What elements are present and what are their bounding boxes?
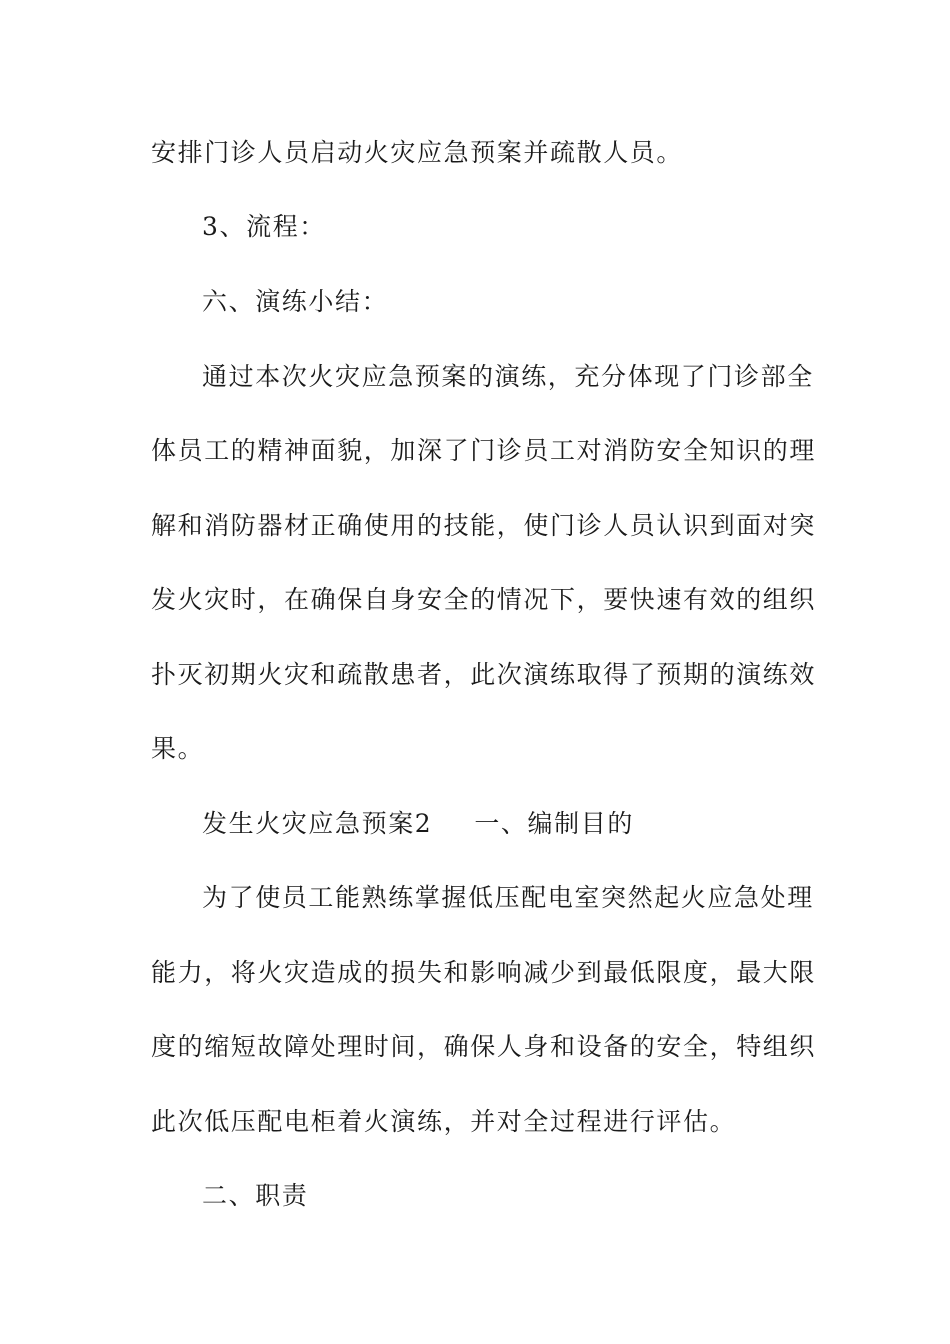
paragraph-line: 安排门诊人员启动火灾应急预案并疏散人员。 <box>151 138 684 167</box>
section-heading-summary: 六、演练小结： <box>202 287 389 316</box>
paragraph-line: 为了使员工能熟练掌握低压配电室突然起火应急处理 <box>202 883 814 912</box>
section-heading-duties: 二、职责 <box>202 1181 309 1210</box>
section-heading-purpose: 一、编制目的 <box>474 809 634 838</box>
paragraph-line: 解和消防器材正确使用的技能，使门诊人员认识到面对突 <box>151 511 817 540</box>
paragraph-line: 扑灭初期火灾和疏散患者，此次演练取得了预期的演练效 <box>151 660 817 689</box>
section-heading-process: 3、流程： <box>202 212 326 241</box>
plan-title: 发生火灾应急预案2 <box>202 809 433 838</box>
paragraph-line: 度的缩短故障处理时间，确保人身和设备的安全，特组织 <box>151 1032 817 1061</box>
paragraph-line: 此次低压配电柜着火演练，并对全过程进行评估。 <box>151 1107 737 1136</box>
paragraph-line: 通过本次火灾应急预案的演练，充分体现了门诊部全 <box>202 362 814 391</box>
paragraph-line: 果。 <box>151 734 205 763</box>
section-heading-plan-2 <box>202 809 852 839</box>
paragraph-line: 体员工的精神面貌，加深了门诊员工对消防安全知识的理 <box>151 436 817 465</box>
paragraph-line: 发火灾时，在确保自身安全的情况下，要快速有效的组织 <box>151 585 817 614</box>
paragraph-line: 能力，将火灾造成的损失和影响减少到最低限度，最大限 <box>151 958 817 987</box>
